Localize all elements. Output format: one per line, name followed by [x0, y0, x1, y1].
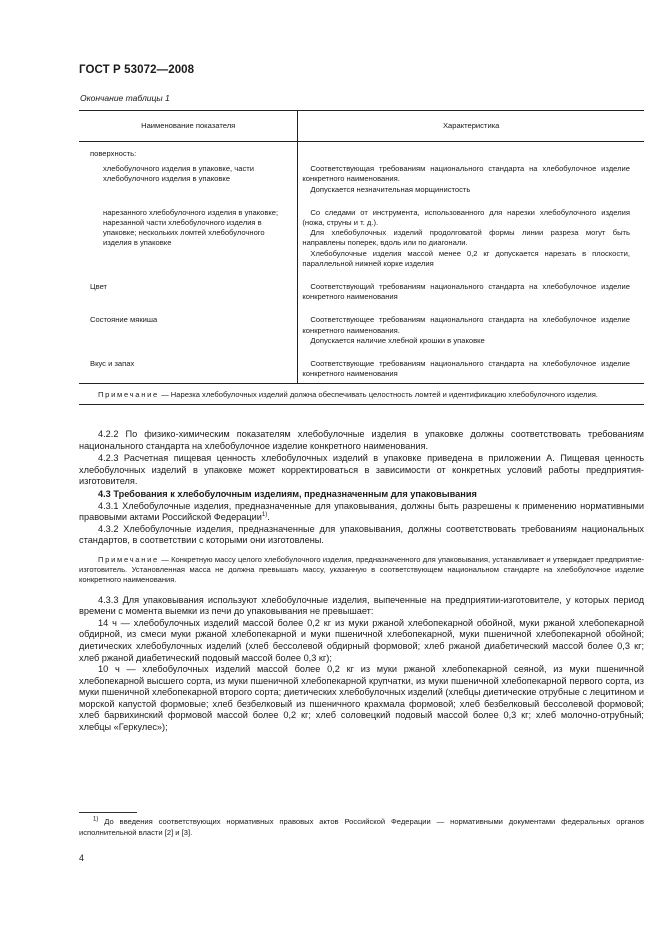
- footnote: [79, 817, 644, 838]
- page-number: 4: [79, 853, 85, 863]
- note-paragraph: [79, 555, 644, 586]
- properties-table: [79, 110, 644, 405]
- note-text: — Нарезка хлебобулочных изделий должна обеспечивать целостность ломтей и идентификацию хлебобулочного изделия.: [158, 390, 598, 400]
- paragraph-14h: 14 ч — хлебобулочных изделий массой более 0,2 кг из муки ржаной хлебопекарной обойной, муки ржаной хлебопекарной обдирной, из смеси муки ржаной хлебопекарной и муки пшеничной хлебопекарной, муки пшеничной хлебопекарной обойной; диетических хлебобулочных изделий (хлеб бессолевой обдирный формовой; хлеб ржаной диабетический массой более 0,3 кг; хлеб ржаной диабетический подовый массой более 0,3 кг);: [79, 617, 644, 663]
- row-text: Соответствующее требованиям национального стандарта на хлебобулочное изделие конкретного наименования.: [302, 315, 630, 335]
- table-row: [79, 164, 644, 208]
- footnote-text: До введения соответствующих нормативных правовых актов Российской Федерации — нормативными документами федеральных органов исполнительной власти [2] и [3].: [79, 817, 644, 837]
- row-label-sliced-product: нарезанного хлебобулочного изделия в упаковке; нарезанной части хлебобулочного изделия в упаковке; нескольких ломтей хлебобулочного изделия в упаковке: [103, 207, 279, 248]
- table-note: [79, 384, 644, 404]
- row-text: Соответствующая требованиям национального стандарта на хлебобулочное изделие конкретного наименования.: [302, 164, 630, 184]
- row-text: Хлебобулочные изделия массой менее 0,2 кг допускается нарезать в плоскости, параллельной нижней корке изделия: [302, 248, 630, 268]
- paragraph-10h: 10 ч — хлебобулочных изделий массой более 0,2 кг из муки ржаной хлебопекарной сеяной, из муки пшеничной хлебопекарной высшего сорта, из муки пшеничной хлебопекарной крупчатки, из муки пшеничной хлебопекарной первого сорта, из муки пшеничной хлебопекарной второго сорта; диетических хлебобулочных изделий (хлебцы диетические отрубные с лецитином и морской капустой формовые; хлеб безбелковый из пшеничного крахмала формовой; хлеб безбелковый бессолевой формовой; хлеб барвихинский формовой массой более 0,2 кг; хлеб соловецкий подовый массой более 0,3 кг; хлеб молочно-отрубный; хлебцы «Геркулес»);: [79, 664, 644, 733]
- row-label-packed-product: хлебобулочного изделия в упаковке, части хлебобулочного изделия в упаковке: [103, 164, 254, 184]
- table-row: [79, 208, 644, 282]
- row-text: Допускается наличие хлебной крошки в упаковке: [310, 335, 485, 345]
- body-section: [79, 429, 644, 734]
- footnote-separator: [79, 812, 137, 813]
- table-header-row: [79, 111, 644, 142]
- row-label-crumb: Состояние мякиша: [90, 315, 158, 325]
- table-row: [79, 142, 644, 165]
- paragraph-4-2-3: 4.2.3 Расчетная пищевая ценность хлебобулочных изделий в упаковке приведена в приложении А. Пищевая ценность хлебобулочных изделий в упаковке может корректироваться в зависимости от конкретных условий работы предприятия-изготовителя.: [79, 453, 644, 487]
- row-text: Для хлебобулочных изделий продолговатой формы линии разреза могут быть направлены поперек, вдоль или по диагонали.: [302, 228, 630, 248]
- row-label-color: Цвет: [90, 282, 108, 292]
- footnote-ref: 1): [261, 512, 268, 519]
- table-row: [79, 282, 644, 315]
- row-text: Соответствующий требованиям национального стандарта на хлебобулочное изделие конкретного наименования: [302, 282, 630, 302]
- table-row: [79, 315, 644, 359]
- paragraph-4-3-3: 4.3.3 Для упаковывания используют хлебобулочные изделия, выпеченные на предприятии-изготовителе, у которых период времени с момента выемки из печи до упаковывания не превышает:: [79, 594, 644, 617]
- row-label-taste: Вкус и запах: [90, 359, 135, 369]
- paragraph-4-3-2: 4.3.2 Хлебобулочные изделия, предназначенные для упаковывания, должны соответствовать требованиям национальных стандартов, в соответствии с которыми они изготовлены.: [79, 523, 644, 546]
- table-note-row: [79, 384, 644, 404]
- footnote-mark: 1): [93, 816, 99, 823]
- table-row: [79, 359, 644, 384]
- col-header-characteristic: Характеристика: [298, 111, 644, 142]
- row-text: Соответствующие требованиям национального стандарта на хлебобулочное изделие конкретного наименования: [302, 359, 630, 379]
- paragraph-4-2-2: 4.2.2 По физико-химическим показателям хлебобулочные изделия в упаковке должны соответствовать требованиям национального стандарта на хлебобулочное изделие конкретного наименования.: [79, 429, 644, 451]
- note-text: — Конкретную массу целого хлебобулочного изделия, предназначенного для упаковывания, устанавливает и утверждает предприятие-изготовитель. Установленная масса не должна превышать массу, указанную в соответствующем национальном стандарте на хлебобулочное изделие конкретного наименования.: [79, 554, 644, 585]
- col-header-indicator: Наименование показателя: [79, 111, 298, 142]
- document-id: ГОСТ Р 53072—2008: [79, 64, 195, 76]
- row-label-surface: поверхность:: [90, 149, 137, 158]
- paragraph-4-3-1: 4.3.1 Хлебобулочные изделия, предназначенные для упаковывания, должны быть разрешены к применению нормативными правовыми актами Российской Федерации$^{1)}$.: [79, 500, 644, 523]
- note-label: Примечание: [98, 554, 159, 564]
- row-text: Со следами от инструмента, использованного для нарезки хлебобулочного изделия (ножа, струны и т. д.).: [302, 207, 630, 228]
- note-label: Примечание: [98, 390, 159, 400]
- row-text: Допускается незначительная морщинистость: [310, 184, 471, 194]
- heading-4-3: 4.3 Требования к хлебобулочным изделиям, предназначенным для упаковывания: [98, 488, 477, 499]
- table-caption: Окончание таблицы 1: [80, 93, 170, 103]
